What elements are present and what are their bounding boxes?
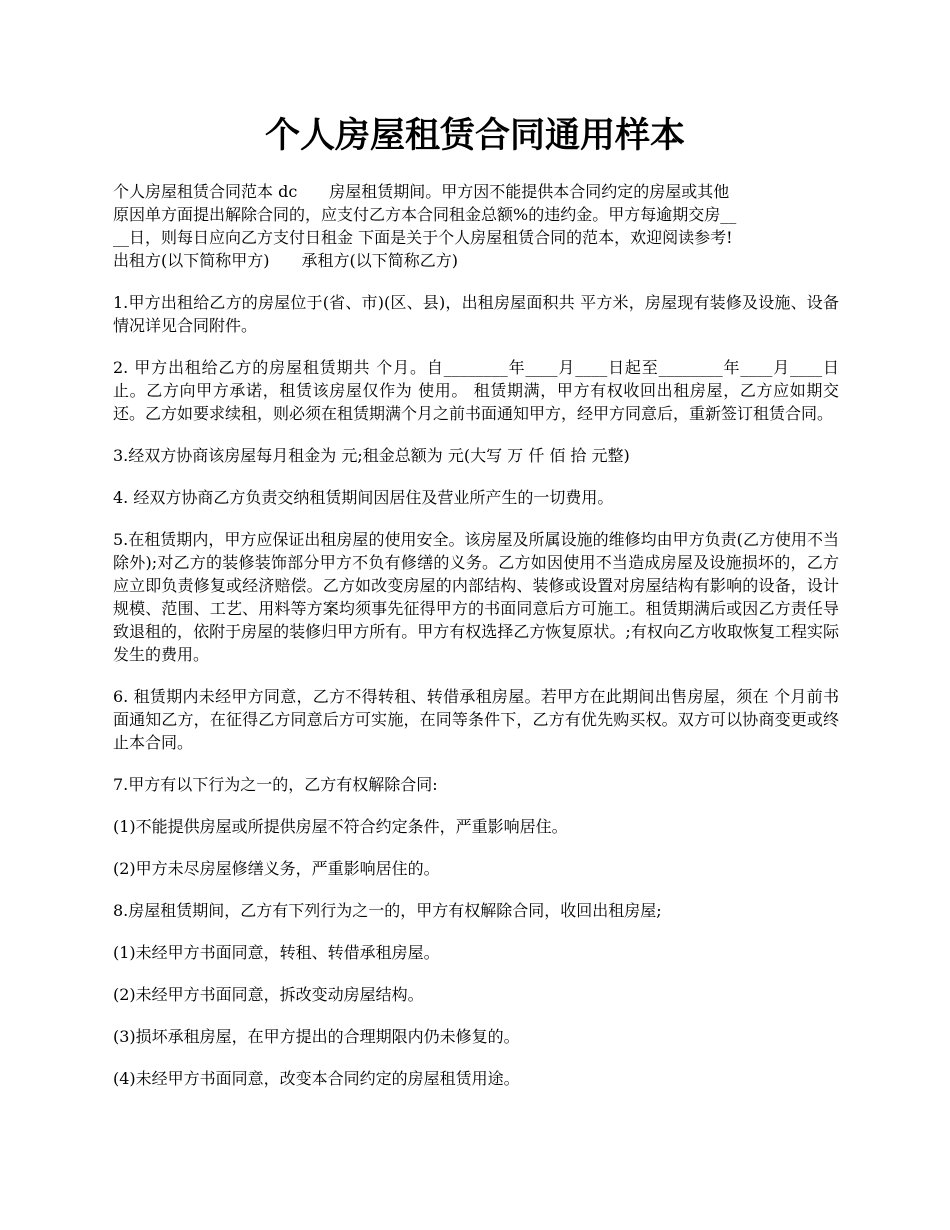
document-title: 个人房屋租赁合同通用样本 xyxy=(264,115,685,156)
intro-line: 原因单方面提出解除合同的，应支付乙方本合同租金总额%的违约金。甲方每逾期交房__ xyxy=(113,205,737,224)
clause-paragraph: 1.甲方出租给乙方的房屋位于(省、市)(区、县)，出租房屋面积共 平方米，房屋现有装修及设施、设备情况详见合同附件。 xyxy=(113,293,839,335)
clause-paragraph: 4. 经双方协商乙方负责交纳租赁期间因居住及营业所产生的一切费用。 xyxy=(113,488,614,507)
intro-paragraph xyxy=(113,180,839,272)
clause-paragraph: (3)损坏承租房屋，在甲方提出的合理期限内仍未修复的。 xyxy=(113,1027,520,1046)
clause-paragraph: (1)未经甲方书面同意，转租、转借承租房屋。 xyxy=(113,943,440,962)
clause-paragraph: (2)未经甲方书面同意，拆改变动房屋结构。 xyxy=(113,985,424,1004)
intro-line: 出租方(以下简称甲方) 承租方(以下简称乙方) xyxy=(113,251,458,270)
clause-paragraph: 8.房屋租赁期间，乙方有下列行为之一的，甲方有权解除合同，收回出租房屋; xyxy=(113,901,662,920)
intro-line: __日，则每日应向乙方支付日租金 下面是关于个人房屋租赁合同的范本，欢迎阅读参考! xyxy=(113,228,733,247)
clause-paragraph: 7.甲方有以下行为之一的，乙方有权解除合同: xyxy=(113,775,438,794)
clause-paragraph: 2. 甲方出租给乙方的房屋租赁期共 个月。自________年____月____日起至________年____月____日止。乙方向甲方承诺，租赁该房屋仅作为 使用。 租赁期满，甲方有权收回出租房屋，乙方应如期交还。乙方如要求续租，则必须在租赁期满个月之前书面通知甲方，经甲方同意后，重新签订租赁合同。 xyxy=(113,358,839,423)
clause-paragraph: 6. 租赁期内未经甲方同意，乙方不得转租、转借承租房屋。若甲方在此期间出售房屋，须在 个月前书面通知乙方，在征得乙方同意后方可实施，在同等条件下，乙方有优先购买权。双方可以协商变更或终止本合同。 xyxy=(113,687,839,752)
clause-paragraph: 5.在租赁期内，甲方应保证出租房屋的使用安全。该房屋及所属设施的维修均由甲方负责(乙方使用不当除外);对乙方的装修装饰部分甲方不负有修缮的义务。乙方如因使用不当造成房屋及设施损坏的，乙方应立即负责修复或经济赔偿。乙方如改变房屋的内部结构、装修或设置对房屋结构有影响的设备，设计规模、范围、工艺、用料等方案均须事先征得甲方的书面同意后方可施工。租赁期满后或因乙方责任导致退租的，依附于房屋的装修归甲方所有。甲方有权选择乙方恢复原状。;有权向乙方收取恢复工程实际发生的费用。 xyxy=(113,530,839,664)
clause-paragraph: (2)甲方未尽房屋修缮义务，严重影响居住的。 xyxy=(113,859,440,878)
document-body xyxy=(113,180,839,1109)
clause-paragraph: (1)不能提供房屋或所提供房屋不符合约定条件，严重影响居住。 xyxy=(113,817,568,836)
clause-paragraph: (4)未经甲方书面同意，改变本合同约定的房屋租赁用途。 xyxy=(113,1069,520,1088)
intro-line: 个人房屋租赁合同范本 dc 房屋租赁期间。甲方因不能提供本合同约定的房屋或其他 xyxy=(113,182,730,201)
clause-paragraph: 3.经双方协商该房屋每月租金为 元;租金总额为 元(大写 万 仟 佰 拾 元整) xyxy=(113,446,630,465)
